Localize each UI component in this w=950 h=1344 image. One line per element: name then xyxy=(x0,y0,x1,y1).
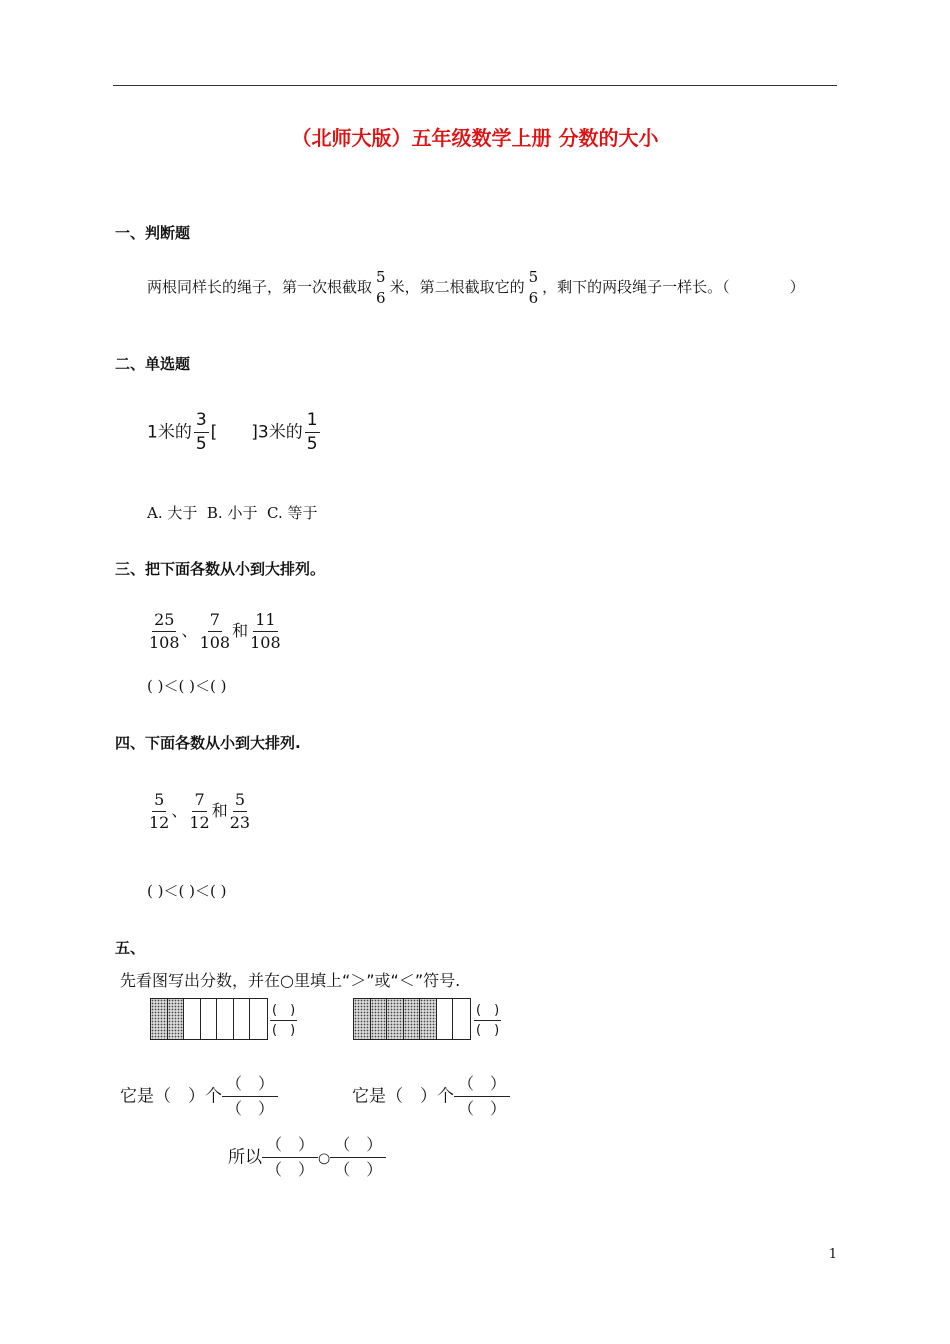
q1-text-b: 米，第二根截取它的 xyxy=(389,278,525,296)
bar1-cell xyxy=(201,999,218,1039)
q4-separator-2: 和 xyxy=(211,801,228,820)
bar-diagram-1 xyxy=(150,998,268,1040)
conclusion-right-denominator: （ ） xyxy=(334,1160,383,1179)
q3-f3-numerator: 11 xyxy=(253,612,277,632)
q2-frac2-numerator: 1 xyxy=(305,412,320,433)
q4-fraction-3 xyxy=(230,792,250,831)
bar2-blank-denominator: ( ) xyxy=(476,1023,500,1038)
bar2-blank-numerator: ( ) xyxy=(474,1004,501,1021)
q3-separator-2: 和 xyxy=(232,621,249,640)
q3-answer-blanks: ( )＜( )＜( ) xyxy=(147,677,227,695)
conclusion-right-numerator: （ ） xyxy=(330,1137,386,1158)
conclusion-text: 所以 xyxy=(228,1147,262,1168)
q1-frac2-numerator: 5 xyxy=(528,268,539,286)
left-statement-fraction xyxy=(222,1076,278,1117)
q2-text-a: 1米的 xyxy=(147,422,192,443)
bar2-shaded-cell xyxy=(371,999,388,1039)
q4-f1-denominator: 12 xyxy=(149,813,170,832)
q1-frac2-denominator: 6 xyxy=(528,289,539,307)
left-blank-denominator: （ ） xyxy=(226,1099,275,1118)
bar1-cell xyxy=(250,999,267,1039)
left-statement-text: 它是（ ）个 xyxy=(120,1086,222,1107)
q2-frac1-denominator: 5 xyxy=(195,434,207,454)
q3-f2-numerator: 7 xyxy=(208,612,222,632)
section-4-fractions xyxy=(147,792,252,831)
page-title: （北师大版）五年级数学上册 分数的大小 xyxy=(291,126,659,150)
q3-fraction-3 xyxy=(250,612,281,651)
bar2-shaded-cell xyxy=(404,999,421,1039)
bar2-cell xyxy=(453,999,470,1039)
bar1-shaded-cell xyxy=(168,999,185,1039)
q5-instruction: 先看图写出分数，并在○里填上“＞”或“＜”符号. xyxy=(120,971,461,990)
q4-f2-denominator: 12 xyxy=(189,813,210,832)
conclusion-left-denominator: （ ） xyxy=(266,1160,315,1179)
right-statement-fraction xyxy=(454,1076,510,1117)
bar-diagram-2 xyxy=(353,998,471,1040)
bar1-blank-numerator: ( ) xyxy=(270,1004,297,1021)
q2-fraction-2 xyxy=(305,412,320,453)
section-2-heading: 二、单选题 xyxy=(115,355,191,373)
q1-text-a: 两根同样长的绳子，第一次根截取 xyxy=(147,278,373,296)
conclusion-fraction-right xyxy=(330,1137,386,1178)
q3-f1-numerator: 25 xyxy=(152,612,176,632)
q2-options: A. 大于 B. 小于 C. 等于 xyxy=(147,504,318,522)
q4-f1-numerator: 5 xyxy=(152,792,166,812)
q3-fraction-2 xyxy=(200,612,231,651)
q4-fraction-1 xyxy=(149,792,169,831)
top-rule xyxy=(113,85,837,86)
bar2-shaded-cell xyxy=(387,999,404,1039)
bar2-shaded-cell xyxy=(420,999,437,1039)
section-1-question xyxy=(147,270,847,306)
right-statement-text: 它是（ ）个 xyxy=(352,1086,454,1107)
bar1-blank-denominator: ( ) xyxy=(272,1023,296,1038)
page-number: 1 xyxy=(828,1247,837,1262)
bar2-cell xyxy=(437,999,454,1039)
conclusion-left-numerator: （ ） xyxy=(262,1137,318,1158)
q2-text-b: [ ]3米的 xyxy=(210,422,303,443)
section-4-heading: 四、下面各数从小到大排列. xyxy=(115,734,301,752)
right-blank-denominator: （ ） xyxy=(458,1099,507,1118)
bar1-shaded-cell xyxy=(151,999,168,1039)
q5-conclusion xyxy=(228,1137,386,1178)
section-2-question xyxy=(147,412,322,453)
q4-f3-numerator: 5 xyxy=(233,792,247,812)
section-5-heading: 五、 xyxy=(115,939,146,957)
q3-f1-denominator: 108 xyxy=(149,633,180,652)
q3-fraction-1 xyxy=(149,612,180,651)
q2-fraction-1 xyxy=(194,412,209,453)
q4-fraction-2 xyxy=(189,792,209,831)
left-blank-numerator: （ ） xyxy=(222,1076,278,1097)
q3-separator-1: 、 xyxy=(181,621,198,640)
q4-f3-denominator: 23 xyxy=(229,813,251,832)
conclusion-fraction-left xyxy=(262,1137,318,1178)
section-3-heading: 三、把下面各数从小到大排列。 xyxy=(115,560,326,578)
q1-frac1-numerator: 5 xyxy=(376,268,386,286)
q1-frac1-denominator: 6 xyxy=(376,289,386,307)
bar2-fraction-blank xyxy=(474,1004,501,1037)
section-1-heading: 一、判断题 xyxy=(115,224,191,242)
compare-circle: ○ xyxy=(318,1150,331,1167)
q2-frac1-numerator: 3 xyxy=(194,412,209,433)
q4-separator-1: 、 xyxy=(171,801,188,820)
bar2-shaded-cell xyxy=(354,999,371,1039)
q5-right-statement xyxy=(352,1076,510,1117)
q1-text-c: ，剩下的两段绳子一样长。（ ） xyxy=(542,278,805,296)
q3-f2-denominator: 108 xyxy=(199,633,231,652)
q4-answer-blanks: ( )＜( )＜( ) xyxy=(147,882,227,900)
q3-f3-denominator: 108 xyxy=(250,633,281,652)
bar1-cell xyxy=(184,999,201,1039)
q1-fraction-2 xyxy=(527,270,541,306)
q1-fraction-1 xyxy=(374,270,388,306)
bar1-fraction-blank xyxy=(270,1004,297,1037)
q4-f2-numerator: 7 xyxy=(192,792,206,812)
q2-frac2-denominator: 5 xyxy=(306,434,318,454)
right-blank-numerator: （ ） xyxy=(454,1076,510,1097)
q5-left-statement xyxy=(120,1076,278,1117)
bar1-cell xyxy=(217,999,234,1039)
bar1-cell xyxy=(234,999,251,1039)
section-3-fractions xyxy=(147,612,283,651)
